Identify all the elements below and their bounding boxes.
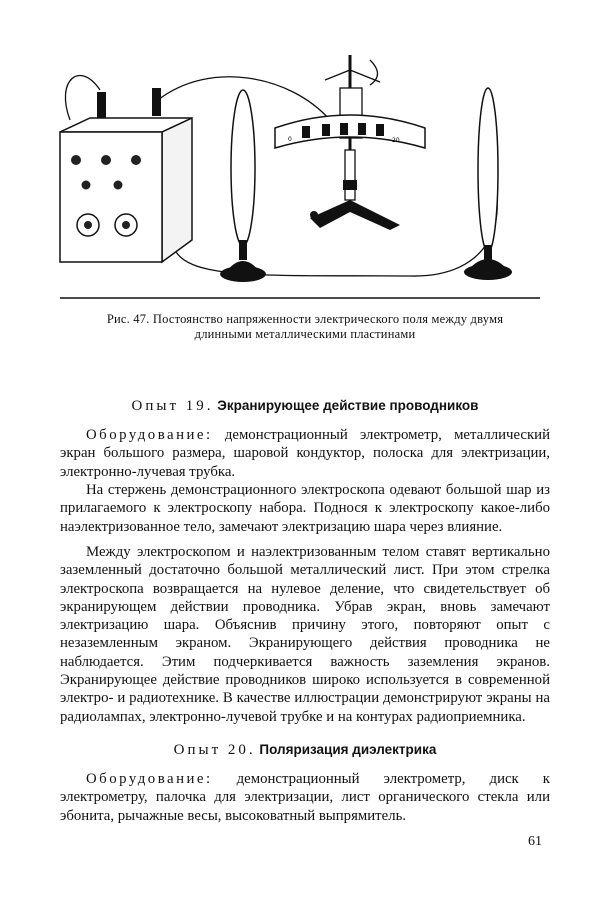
experiment-20-label: Опыт 20.: [173, 742, 256, 758]
wire-bottom: [175, 170, 497, 276]
equipment-text: демонстрационный электрометр, металлический экран большого размера, шаровой кондуктор, полоска для электризации, электронно-лучевая трубка.: [60, 427, 551, 480]
scale-twenty: 20: [392, 137, 400, 144]
equipment-text: демонстрационный электрометр, диск к электрометру, палочка для электризации, лист органического стекла или эбонита, рычажные весы, высоковатный выпрямитель.: [60, 771, 550, 824]
page-number: 61: [528, 834, 542, 849]
experiment-20-equipment: [60, 770, 550, 825]
experiment-20-title: Поляризация диэлектрика: [259, 742, 437, 757]
experiment-19-paragraph-2: Между электроскопом и наэлектризованным телом ставят вертикально заземленный достаточно большой металлический лист. При этом стрелка электроскопа возвращается на нулевое деление, что свидетельствует об экранирующем действии проводника. Убрав экран, вновь замечают электризацию шара. Объяснив причину этого, повторяют опыт с незаземленным экраном. Экранирующего действия проводника не наблюдается. Этим подчеркивается важность заземления экранов. Экранирующее действие проводников широко используется в современной электро- и радиотехнике. В качестве иллюстрации демонстрируют экраны на радиолампах, электронно-лучевой трубке и на контурах радиоприемника.: [60, 544, 550, 725]
experiment-19-paragraph-1: На стержень демонстрационного электроскопа одевают большой шар из прилагаемого к электроскопу набора. Поднося к электроскопу какое-либо наэлектризованное тело, замечают электризацию шара через влияние.: [60, 482, 550, 535]
experiment-19-title: Экранирующее действие проводников: [217, 398, 479, 413]
apparatus-illustration: [40, 40, 560, 310]
wire-left: [65, 76, 100, 120]
experiment-20-heading: [60, 740, 550, 760]
left-metal-plate: [220, 90, 266, 282]
experiment-19-label: Опыт 19.: [131, 398, 214, 414]
experiment-19-heading: [60, 396, 550, 416]
caption-line-1: Рис. 47. Постоянство напряженности электрического поля между двумя: [106, 312, 504, 326]
figure-caption: [70, 312, 540, 342]
equipment-label: Оборудование:: [86, 427, 213, 443]
high-voltage-source: [60, 88, 192, 262]
caption-line-2: длинными металлическими пластинами: [194, 327, 416, 341]
equipment-label: Оборудование:: [86, 771, 213, 787]
right-metal-plate: [464, 88, 512, 280]
electrometer: [275, 55, 425, 230]
scale-zero: 0: [288, 136, 292, 143]
figure-47: [40, 40, 560, 310]
experiment-19-equipment: [60, 426, 550, 481]
